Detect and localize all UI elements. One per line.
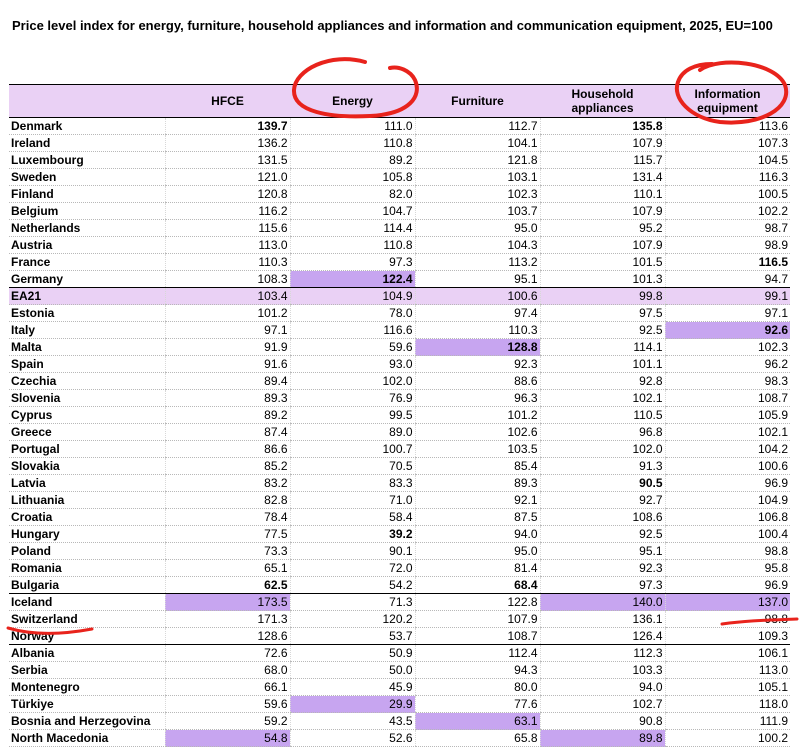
energy-value-cell: 104.9 xyxy=(290,288,415,305)
country-cell: Montenegro xyxy=(9,679,165,696)
information-equipment-value-cell: 100.4 xyxy=(665,526,790,543)
furniture-value-cell: 87.5 xyxy=(415,509,540,526)
furniture-value-cell: 80.0 xyxy=(415,679,540,696)
household-appliances-value-cell: 103.3 xyxy=(540,662,665,679)
table-row xyxy=(9,220,790,237)
country-cell: Belgium xyxy=(9,203,165,220)
energy-value-cell: 89.0 xyxy=(290,424,415,441)
information-equipment-value-cell: 104.2 xyxy=(665,441,790,458)
country-cell: Italy xyxy=(9,322,165,339)
household-appliances-value-cell: 131.4 xyxy=(540,169,665,186)
country-cell: Estonia xyxy=(9,305,165,322)
hfce-value-cell: 121.0 xyxy=(165,169,290,186)
hfce-value-cell: 66.1 xyxy=(165,679,290,696)
table-row xyxy=(9,696,790,713)
country-cell: Malta xyxy=(9,339,165,356)
information-equipment-value-cell: 96.2 xyxy=(665,356,790,373)
energy-value-cell: 54.2 xyxy=(290,577,415,594)
hfce-value-cell: 120.8 xyxy=(165,186,290,203)
country-cell: Czechia xyxy=(9,373,165,390)
furniture-value-cell: 100.6 xyxy=(415,288,540,305)
country-cell: Finland xyxy=(9,186,165,203)
hfce-value-cell: 68.0 xyxy=(165,662,290,679)
furniture-value-cell: 81.4 xyxy=(415,560,540,577)
energy-value-cell: 58.4 xyxy=(290,509,415,526)
country-cell: Portugal xyxy=(9,441,165,458)
household-appliances-value-cell: 101.5 xyxy=(540,254,665,271)
energy-value-cell: 50.0 xyxy=(290,662,415,679)
table-row xyxy=(9,356,790,373)
household-appliances-value-cell: 90.8 xyxy=(540,713,665,730)
household-appliances-value-cell: 108.6 xyxy=(540,509,665,526)
information-equipment-value-cell: 98.8 xyxy=(665,543,790,560)
furniture-value-cell: 68.4 xyxy=(415,577,540,594)
household-appliances-value-cell: 92.7 xyxy=(540,492,665,509)
household-appliances-value-cell: 110.5 xyxy=(540,407,665,424)
country-cell: Denmark xyxy=(9,118,165,135)
hfce-value-cell: 89.4 xyxy=(165,373,290,390)
country-cell: Greece xyxy=(9,424,165,441)
household-appliances-value-cell: 107.9 xyxy=(540,135,665,152)
furniture-value-cell: 102.3 xyxy=(415,186,540,203)
hfce-value-cell: 78.4 xyxy=(165,509,290,526)
hfce-value-cell: 87.4 xyxy=(165,424,290,441)
energy-value-cell: 76.9 xyxy=(290,390,415,407)
hfce-value-cell: 72.6 xyxy=(165,645,290,662)
energy-value-cell: 53.7 xyxy=(290,628,415,645)
hfce-value-cell: 83.2 xyxy=(165,475,290,492)
hfce-value-cell: 113.0 xyxy=(165,237,290,254)
information-equipment-value-cell: 116.5 xyxy=(665,254,790,271)
household-appliances-value-cell: 110.1 xyxy=(540,186,665,203)
country-cell: Romania xyxy=(9,560,165,577)
energy-value-cell: 45.9 xyxy=(290,679,415,696)
furniture-value-cell: 101.2 xyxy=(415,407,540,424)
table-row xyxy=(9,254,790,271)
household-appliances-value-cell: 89.8 xyxy=(540,730,665,747)
energy-value-cell: 120.2 xyxy=(290,611,415,628)
table-row xyxy=(9,475,790,492)
hfce-value-cell: 73.3 xyxy=(165,543,290,560)
header-information-equipment: Information equipment xyxy=(665,85,790,118)
table-row xyxy=(9,373,790,390)
energy-value-cell: 89.2 xyxy=(290,152,415,169)
hfce-value-cell: 97.1 xyxy=(165,322,290,339)
hfce-value-cell: 89.3 xyxy=(165,390,290,407)
table-row xyxy=(9,730,790,747)
table-row xyxy=(9,152,790,169)
table-row xyxy=(9,118,790,135)
furniture-value-cell: 85.4 xyxy=(415,458,540,475)
country-cell: Netherlands xyxy=(9,220,165,237)
country-cell: Slovakia xyxy=(9,458,165,475)
household-appliances-value-cell: 136.1 xyxy=(540,611,665,628)
information-equipment-value-cell: 109.3 xyxy=(665,628,790,645)
furniture-value-cell: 112.4 xyxy=(415,645,540,662)
price-level-table xyxy=(9,84,790,747)
household-appliances-value-cell: 95.1 xyxy=(540,543,665,560)
table-row xyxy=(9,339,790,356)
country-cell: Germany xyxy=(9,271,165,288)
table-row xyxy=(9,611,790,628)
furniture-value-cell: 92.1 xyxy=(415,492,540,509)
table-row xyxy=(9,594,790,611)
hfce-value-cell: 85.2 xyxy=(165,458,290,475)
hfce-value-cell: 54.8 xyxy=(165,730,290,747)
header-hfce: HFCE xyxy=(165,85,290,118)
table-row xyxy=(9,407,790,424)
country-cell: Serbia xyxy=(9,662,165,679)
table-row xyxy=(9,203,790,220)
header-furniture: Furniture xyxy=(415,85,540,118)
energy-value-cell: 83.3 xyxy=(290,475,415,492)
table-row xyxy=(9,577,790,594)
furniture-value-cell: 96.3 xyxy=(415,390,540,407)
furniture-value-cell: 89.3 xyxy=(415,475,540,492)
table-row xyxy=(9,441,790,458)
table-row xyxy=(9,645,790,662)
information-equipment-value-cell: 99.1 xyxy=(665,288,790,305)
household-appliances-value-cell: 92.3 xyxy=(540,560,665,577)
furniture-value-cell: 95.0 xyxy=(415,220,540,237)
country-cell: Switzerland xyxy=(9,611,165,628)
energy-value-cell: 116.6 xyxy=(290,322,415,339)
energy-value-cell: 90.1 xyxy=(290,543,415,560)
furniture-value-cell: 103.7 xyxy=(415,203,540,220)
information-equipment-value-cell: 98.9 xyxy=(665,237,790,254)
hfce-value-cell: 110.3 xyxy=(165,254,290,271)
household-appliances-value-cell: 115.7 xyxy=(540,152,665,169)
country-cell: Luxembourg xyxy=(9,152,165,169)
energy-value-cell: 43.5 xyxy=(290,713,415,730)
household-appliances-value-cell: 102.1 xyxy=(540,390,665,407)
table-row xyxy=(9,662,790,679)
information-equipment-value-cell: 106.1 xyxy=(665,645,790,662)
energy-value-cell: 52.6 xyxy=(290,730,415,747)
household-appliances-value-cell: 92.8 xyxy=(540,373,665,390)
table-row xyxy=(9,560,790,577)
information-equipment-value-cell: 113.0 xyxy=(665,662,790,679)
furniture-value-cell: 104.3 xyxy=(415,237,540,254)
hfce-value-cell: 139.7 xyxy=(165,118,290,135)
header-row xyxy=(9,85,790,118)
information-equipment-value-cell: 111.9 xyxy=(665,713,790,730)
furniture-value-cell: 122.8 xyxy=(415,594,540,611)
country-cell: Hungary xyxy=(9,526,165,543)
hfce-value-cell: 173.5 xyxy=(165,594,290,611)
household-appliances-value-cell: 97.5 xyxy=(540,305,665,322)
country-cell: Albania xyxy=(9,645,165,662)
energy-value-cell: 110.8 xyxy=(290,135,415,152)
hfce-value-cell: 59.2 xyxy=(165,713,290,730)
hfce-value-cell: 91.9 xyxy=(165,339,290,356)
table-row xyxy=(9,526,790,543)
hfce-value-cell: 59.6 xyxy=(165,696,290,713)
household-appliances-value-cell: 97.3 xyxy=(540,577,665,594)
information-equipment-value-cell: 100.5 xyxy=(665,186,790,203)
information-equipment-value-cell: 100.6 xyxy=(665,458,790,475)
furniture-value-cell: 94.0 xyxy=(415,526,540,543)
information-equipment-value-cell: 108.7 xyxy=(665,390,790,407)
hfce-value-cell: 62.5 xyxy=(165,577,290,594)
information-equipment-value-cell: 107.3 xyxy=(665,135,790,152)
energy-value-cell: 70.5 xyxy=(290,458,415,475)
hfce-value-cell: 131.5 xyxy=(165,152,290,169)
table-row xyxy=(9,322,790,339)
country-cell: Türkiye xyxy=(9,696,165,713)
furniture-value-cell: 104.1 xyxy=(415,135,540,152)
energy-value-cell: 71.0 xyxy=(290,492,415,509)
country-cell: Austria xyxy=(9,237,165,254)
country-cell: North Macedonia xyxy=(9,730,165,747)
energy-value-cell: 93.0 xyxy=(290,356,415,373)
information-equipment-value-cell: 94.7 xyxy=(665,271,790,288)
table-row xyxy=(9,135,790,152)
furniture-value-cell: 112.7 xyxy=(415,118,540,135)
energy-value-cell: 72.0 xyxy=(290,560,415,577)
household-appliances-value-cell: 94.0 xyxy=(540,679,665,696)
furniture-value-cell: 108.7 xyxy=(415,628,540,645)
household-appliances-value-cell: 140.0 xyxy=(540,594,665,611)
furniture-value-cell: 65.8 xyxy=(415,730,540,747)
energy-value-cell: 82.0 xyxy=(290,186,415,203)
furniture-value-cell: 113.2 xyxy=(415,254,540,271)
furniture-value-cell: 103.5 xyxy=(415,441,540,458)
furniture-value-cell: 110.3 xyxy=(415,322,540,339)
country-cell: Slovenia xyxy=(9,390,165,407)
energy-value-cell: 59.6 xyxy=(290,339,415,356)
country-cell: Norway xyxy=(9,628,165,645)
hfce-value-cell: 101.2 xyxy=(165,305,290,322)
information-equipment-value-cell: 95.8 xyxy=(665,560,790,577)
information-equipment-value-cell: 113.6 xyxy=(665,118,790,135)
information-equipment-value-cell: 102.2 xyxy=(665,203,790,220)
information-equipment-value-cell: 105.1 xyxy=(665,679,790,696)
table-row xyxy=(9,169,790,186)
energy-value-cell: 104.7 xyxy=(290,203,415,220)
energy-value-cell: 122.4 xyxy=(290,271,415,288)
country-cell: Lithuania xyxy=(9,492,165,509)
household-appliances-value-cell: 96.8 xyxy=(540,424,665,441)
table-row xyxy=(9,390,790,407)
household-appliances-value-cell: 112.3 xyxy=(540,645,665,662)
household-appliances-value-cell: 101.1 xyxy=(540,356,665,373)
table-row xyxy=(9,628,790,645)
country-cell: Iceland xyxy=(9,594,165,611)
hfce-value-cell: 65.1 xyxy=(165,560,290,577)
hfce-value-cell: 108.3 xyxy=(165,271,290,288)
hfce-value-cell: 86.6 xyxy=(165,441,290,458)
information-equipment-value-cell: 102.3 xyxy=(665,339,790,356)
hfce-value-cell: 171.3 xyxy=(165,611,290,628)
country-cell: Spain xyxy=(9,356,165,373)
energy-value-cell: 50.9 xyxy=(290,645,415,662)
furniture-value-cell: 97.4 xyxy=(415,305,540,322)
table-row xyxy=(9,492,790,509)
hfce-value-cell: 128.6 xyxy=(165,628,290,645)
country-cell: Croatia xyxy=(9,509,165,526)
hfce-value-cell: 91.6 xyxy=(165,356,290,373)
energy-value-cell: 97.3 xyxy=(290,254,415,271)
furniture-value-cell: 128.8 xyxy=(415,339,540,356)
country-cell: Poland xyxy=(9,543,165,560)
household-appliances-value-cell: 135.8 xyxy=(540,118,665,135)
information-equipment-value-cell: 104.5 xyxy=(665,152,790,169)
household-appliances-value-cell: 102.7 xyxy=(540,696,665,713)
household-appliances-value-cell: 99.8 xyxy=(540,288,665,305)
furniture-value-cell: 94.3 xyxy=(415,662,540,679)
furniture-value-cell: 121.8 xyxy=(415,152,540,169)
energy-value-cell: 111.0 xyxy=(290,118,415,135)
hfce-value-cell: 115.6 xyxy=(165,220,290,237)
table-row xyxy=(9,509,790,526)
information-equipment-value-cell: 104.9 xyxy=(665,492,790,509)
information-equipment-value-cell: 100.2 xyxy=(665,730,790,747)
table-row xyxy=(9,713,790,730)
information-equipment-value-cell: 98.8 xyxy=(665,611,790,628)
furniture-value-cell: 107.9 xyxy=(415,611,540,628)
country-cell: Latvia xyxy=(9,475,165,492)
household-appliances-value-cell: 92.5 xyxy=(540,322,665,339)
energy-value-cell: 71.3 xyxy=(290,594,415,611)
energy-value-cell: 114.4 xyxy=(290,220,415,237)
furniture-value-cell: 88.6 xyxy=(415,373,540,390)
information-equipment-value-cell: 105.9 xyxy=(665,407,790,424)
table-row xyxy=(9,458,790,475)
information-equipment-value-cell: 137.0 xyxy=(665,594,790,611)
household-appliances-value-cell: 102.0 xyxy=(540,441,665,458)
country-cell: Cyprus xyxy=(9,407,165,424)
country-cell: EA21 xyxy=(9,288,165,305)
information-equipment-value-cell: 106.8 xyxy=(665,509,790,526)
country-cell: Ireland xyxy=(9,135,165,152)
household-appliances-value-cell: 114.1 xyxy=(540,339,665,356)
furniture-value-cell: 102.6 xyxy=(415,424,540,441)
table-row xyxy=(9,271,790,288)
furniture-value-cell: 77.6 xyxy=(415,696,540,713)
energy-value-cell: 78.0 xyxy=(290,305,415,322)
furniture-value-cell: 92.3 xyxy=(415,356,540,373)
hfce-value-cell: 116.2 xyxy=(165,203,290,220)
table-row xyxy=(9,237,790,254)
household-appliances-value-cell: 90.5 xyxy=(540,475,665,492)
table-row xyxy=(9,679,790,696)
hfce-value-cell: 77.5 xyxy=(165,526,290,543)
furniture-value-cell: 63.1 xyxy=(415,713,540,730)
household-appliances-value-cell: 91.3 xyxy=(540,458,665,475)
table-row xyxy=(9,305,790,322)
household-appliances-value-cell: 101.3 xyxy=(540,271,665,288)
country-cell: Bosnia and Herzegovina xyxy=(9,713,165,730)
country-cell: France xyxy=(9,254,165,271)
household-appliances-value-cell: 126.4 xyxy=(540,628,665,645)
hfce-value-cell: 103.4 xyxy=(165,288,290,305)
information-equipment-value-cell: 98.3 xyxy=(665,373,790,390)
furniture-value-cell: 95.0 xyxy=(415,543,540,560)
furniture-value-cell: 103.1 xyxy=(415,169,540,186)
household-appliances-value-cell: 92.5 xyxy=(540,526,665,543)
information-equipment-value-cell: 97.1 xyxy=(665,305,790,322)
furniture-value-cell: 95.1 xyxy=(415,271,540,288)
energy-value-cell: 110.8 xyxy=(290,237,415,254)
information-equipment-value-cell: 96.9 xyxy=(665,475,790,492)
table-row xyxy=(9,186,790,203)
table-row xyxy=(9,543,790,560)
energy-value-cell: 102.0 xyxy=(290,373,415,390)
information-equipment-value-cell: 118.0 xyxy=(665,696,790,713)
country-cell: Sweden xyxy=(9,169,165,186)
information-equipment-value-cell: 98.7 xyxy=(665,220,790,237)
hfce-value-cell: 82.8 xyxy=(165,492,290,509)
hfce-value-cell: 136.2 xyxy=(165,135,290,152)
information-equipment-value-cell: 96.9 xyxy=(665,577,790,594)
energy-value-cell: 99.5 xyxy=(290,407,415,424)
household-appliances-value-cell: 95.2 xyxy=(540,220,665,237)
household-appliances-value-cell: 107.9 xyxy=(540,237,665,254)
header-country xyxy=(9,85,165,118)
hfce-value-cell: 89.2 xyxy=(165,407,290,424)
information-equipment-value-cell: 102.1 xyxy=(665,424,790,441)
table-body xyxy=(9,118,790,747)
information-equipment-value-cell: 116.3 xyxy=(665,169,790,186)
table-row xyxy=(9,424,790,441)
country-cell: Bulgaria xyxy=(9,577,165,594)
energy-value-cell: 39.2 xyxy=(290,526,415,543)
header-household-appliances: Household appliances xyxy=(540,85,665,118)
energy-value-cell: 105.8 xyxy=(290,169,415,186)
energy-value-cell: 29.9 xyxy=(290,696,415,713)
household-appliances-value-cell: 107.9 xyxy=(540,203,665,220)
table-row xyxy=(9,288,790,305)
page-title: Price level index for energy, furniture, household appliances and information and communication equipment, 2025, EU=100 xyxy=(12,18,773,33)
header-energy: Energy xyxy=(290,85,415,118)
information-equipment-value-cell: 92.6 xyxy=(665,322,790,339)
energy-value-cell: 100.7 xyxy=(290,441,415,458)
